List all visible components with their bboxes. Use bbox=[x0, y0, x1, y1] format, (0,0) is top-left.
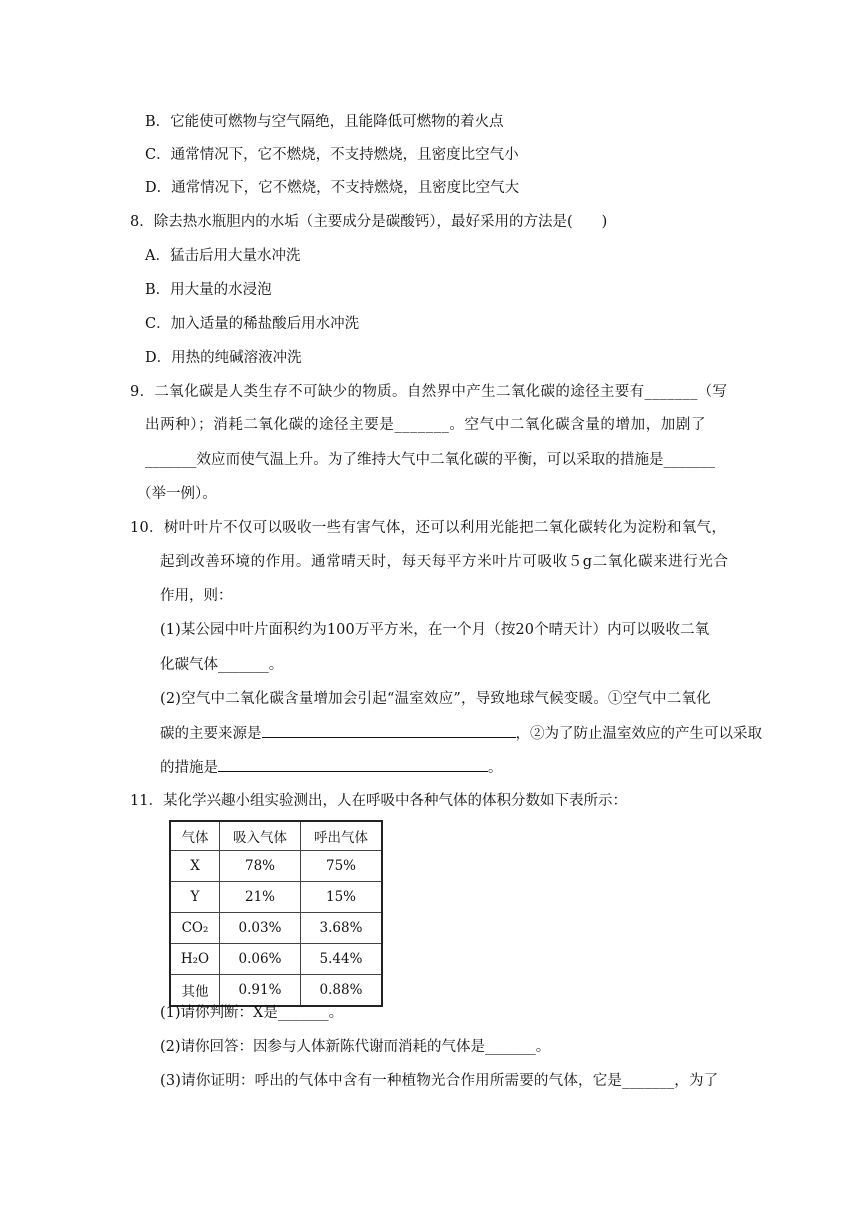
q10-line-1: 10．树叶叶片不仅可以吸收一些有害气体，还可以利用光能把二氧化碳转化为淀粉和氧气， bbox=[130, 520, 727, 536]
table-cell: 其他 bbox=[170, 975, 220, 1007]
q8-stem: 8．除去热水瓶胆内的水垢（主要成分是碳酸钙），最好采用的方法是( ) bbox=[130, 214, 608, 230]
q11-part-1: (1)请你判断：X是_______。 bbox=[160, 1005, 344, 1021]
q10-part-1-line-2: 化碳气体_______。 bbox=[160, 657, 284, 673]
table-row bbox=[170, 913, 382, 944]
table-header: 气体 bbox=[170, 821, 220, 851]
table-cell: 15% bbox=[301, 882, 383, 913]
table-cell: X bbox=[170, 851, 220, 882]
table-cell: 3.68% bbox=[301, 913, 383, 944]
q10-part-2-line-2 bbox=[160, 723, 762, 744]
q9-line-4: （举一例）。 bbox=[137, 486, 217, 502]
table-cell: 0.88% bbox=[301, 975, 383, 1007]
q11-part-3: (3)请你证明：呼出的气体中含有一种植物光合作用所需要的气体，它是_______，为了 bbox=[160, 1073, 719, 1089]
q9-line-1: 9．二氧化碳是人类生存不可缺少的物质。自然界中产生二氧化碳的途径主要有_______（写 bbox=[130, 384, 728, 400]
table-row bbox=[170, 882, 382, 913]
q11-stem: 11．某化学兴趣小组实验测出，人在呼吸中各种气体的体积分数如下表所示： bbox=[130, 793, 627, 809]
q8-option-d: D．用热的纯碱溶液冲洗 bbox=[145, 350, 302, 366]
q10-line-3: 作用，则： bbox=[160, 588, 233, 604]
q10-part-2-line-3 bbox=[160, 757, 503, 778]
q8-option-a: A．猛击后用大量水冲洗 bbox=[145, 248, 301, 264]
q10-part-2-line-1: (2)空气中二氧化碳含量增加会引起“温室效应”，导致地球气候变暖。①空气中二氧化 bbox=[160, 691, 711, 707]
q10-part-2-text-b: ，②为了防止温室效应的产生可以采取 bbox=[515, 726, 762, 742]
table-cell: 0.91% bbox=[220, 975, 301, 1007]
q8-option-b: B．用大量的水浸泡 bbox=[145, 282, 272, 298]
table-cell: 21% bbox=[220, 882, 301, 913]
gas-volume-table bbox=[169, 820, 383, 1007]
q9-line-2: 出两种）；消耗二氧化碳的途径主要是_______。空气中二氧化碳含量的增加，加剧了 bbox=[145, 417, 707, 433]
table-row bbox=[170, 975, 382, 1007]
table-cell: 0.03% bbox=[220, 913, 301, 944]
table-header-row bbox=[170, 821, 382, 851]
table-header: 吸入气体 bbox=[220, 821, 301, 851]
table-row bbox=[170, 851, 382, 882]
q7-option-d: D．通常情况下，它不燃烧，不支持燃烧，且密度比空气大 bbox=[145, 180, 520, 196]
q10-line-2: 起到改善环境的作用。通常晴天时，每天每平方米叶片可吸收５g二氧化碳来进行光合 bbox=[160, 554, 729, 570]
q7-option-b: B．它能使可燃物与空气隔绝，且能降低可燃物的着火点 bbox=[145, 114, 504, 130]
table-cell: 75% bbox=[301, 851, 383, 882]
q10-part-2-text-c: 的措施是 bbox=[160, 760, 218, 776]
table-cell: 5.44% bbox=[301, 944, 383, 975]
answer-blank bbox=[262, 723, 516, 738]
q7-option-c: C．通常情况下，它不燃烧，不支持燃烧，且密度比空气小 bbox=[145, 147, 519, 163]
table-cell: H₂O bbox=[170, 944, 220, 975]
q9-line-3: _______效应而使气温上升。为了维持大气中二氧化碳的平衡，可以采取的措施是_______ bbox=[145, 452, 716, 468]
table-header: 呼出气体 bbox=[301, 821, 383, 851]
q11-part-2: (2)请你回答：因参与人体新陈代谢而消耗的气体是_______。 bbox=[160, 1039, 551, 1055]
table-cell: 78% bbox=[220, 851, 301, 882]
q10-part-1-line-1: (1)某公园中叶片面积约为100万平方米，在一个月（按20个晴天计）内可以吸收二氧 bbox=[160, 622, 710, 638]
q10-part-2-text-a: 碳的主要来源是 bbox=[160, 726, 262, 742]
table-cell: 0.06% bbox=[220, 944, 301, 975]
q10-part-2-text-d: 。 bbox=[488, 760, 503, 776]
q8-option-c: C．加入适量的稀盐酸后用水冲洗 bbox=[145, 316, 360, 332]
table-cell: Y bbox=[170, 882, 220, 913]
answer-blank bbox=[218, 757, 488, 772]
table-row bbox=[170, 944, 382, 975]
table-cell: CO₂ bbox=[170, 913, 220, 944]
